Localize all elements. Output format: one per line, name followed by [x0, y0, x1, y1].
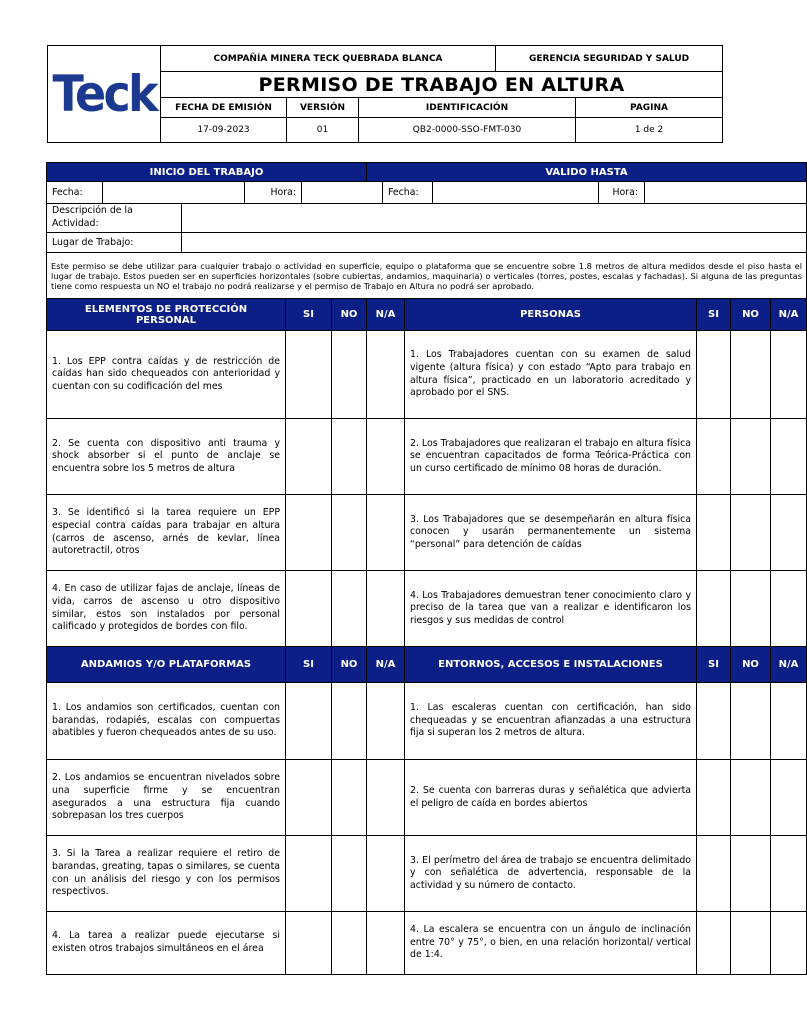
- entornos-3-si-cell[interactable]: [697, 836, 731, 912]
- valido-hora-field[interactable]: [645, 182, 806, 203]
- document-header: [47, 45, 723, 143]
- andamios-4-no-cell[interactable]: [332, 912, 367, 975]
- epp-3-na-cell[interactable]: [367, 495, 405, 571]
- andamios-no-heading: NO: [332, 647, 367, 683]
- personas-2-no-cell[interactable]: [731, 419, 771, 495]
- personas-question-4: 4. Los Trabajadores demuestran tener conocimiento claro y preciso de la tarea que van a realizar e identificaron los riesgos y sus medidas de control: [405, 571, 697, 647]
- entornos-question-2: 2. Se cuenta con barreras duras y señalética que advierta el peligro de caída en bordes abiertos: [405, 760, 697, 836]
- entornos-1-no-cell[interactable]: [731, 683, 771, 760]
- entornos-1-na-cell[interactable]: [771, 683, 807, 760]
- entornos-heading: ENTORNOS, ACCESOS E INSTALACIONES: [405, 647, 697, 683]
- epp-question-2: 2. Se cuenta con dispositivo anti trauma y shock absorber si el punto de anclaje se encuentra sobre los 5 metros de altura: [47, 419, 286, 495]
- lugar-field[interactable]: [182, 233, 806, 252]
- checklist-row: [47, 495, 807, 571]
- entornos-question-4: 4. La escalera se encuentra con un ángulo de inclinación entre 70° y 75°, o bien, en una relación horizontal/ vertical de 1:4.: [405, 912, 697, 975]
- personas-4-si-cell[interactable]: [697, 571, 731, 647]
- personas-2-na-cell[interactable]: [771, 419, 807, 495]
- permit-notice: Este permiso se debe utilizar para cualquier trabajo o actividad en superficie, equipo o plataforma que se encuentre sobre 1.8 metros de altura medidos desde el piso hasta el lugar de trabajo. Estos pueden ser en superficies horizontales (sobre cubiertas, andamios, maquinaria) o verticales (torres, postes, escalas y fachadas). Si alguna de las preguntas tiene como respuesta un NO el trabajo no podrá realizarse y el permiso de Trabajo en Altura no podrá ser aprobado.: [47, 253, 807, 299]
- lugar-label: Lugar de Trabajo:: [47, 233, 182, 252]
- personas-4-no-cell[interactable]: [731, 571, 771, 647]
- andamios-1-si-cell[interactable]: [286, 683, 332, 760]
- entornos-4-na-cell[interactable]: [771, 912, 807, 975]
- andamios-question-1: 1. Los andamios son certificados, cuentan con barandas, rodapiés, escalas con compuertas abatibles y fueron chequeados antes de su uso.: [47, 683, 286, 760]
- personas-3-no-cell[interactable]: [731, 495, 771, 571]
- epp-1-si-cell[interactable]: [286, 331, 332, 419]
- andamios-3-na-cell[interactable]: [367, 836, 405, 912]
- valido-fecha-field[interactable]: [433, 182, 599, 203]
- epp-question-3: 3. Se identificó si la tarea requiere un EPP especial contra caídas para trabajar en altura (carros de ascenso, arnés de kevlar, línea autoretractil, otros: [47, 495, 286, 571]
- entornos-3-no-cell[interactable]: [731, 836, 771, 912]
- andamios-si-heading: SI: [286, 647, 332, 683]
- personas-heading: PERSONAS: [405, 299, 697, 331]
- epp-3-no-cell[interactable]: [332, 495, 367, 571]
- department-name: GERENCIA SEGURIDAD Y SALUD: [496, 46, 723, 72]
- andamios-heading: ANDAMIOS Y/O PLATAFORMAS: [47, 647, 286, 683]
- andamios-4-si-cell[interactable]: [286, 912, 332, 975]
- inicio-fecha-label: Fecha:: [47, 182, 103, 203]
- personas-question-3: 3. Los Trabajadores que se desempeñarán en altura física conocen y usarán permanentemente un sistema “personal” para detención de caídas: [405, 495, 697, 571]
- epp-question-1: 1. Los EPP contra caídas y de restricción de caídas han sido chequeados con anterioridad y cuentan con su codificación del mes: [47, 331, 286, 419]
- epp-4-na-cell[interactable]: [367, 571, 405, 647]
- personas-3-si-cell[interactable]: [697, 495, 731, 571]
- epp-1-no-cell[interactable]: [332, 331, 367, 419]
- personas-question-1: 1. Los Trabajadores cuentan con su examen de salud vigente (altura física) y con estado “Apto para trabajo en altura física”, practicado en un laboratorio acreditado y aprobado por el SNS.: [405, 331, 697, 419]
- andamios-na-heading: N/A: [367, 647, 405, 683]
- entornos-4-no-cell[interactable]: [731, 912, 771, 975]
- entornos-no-heading: NO: [731, 647, 771, 683]
- personas-1-si-cell[interactable]: [697, 331, 731, 419]
- document-title: PERMISO DE TRABAJO EN ALTURA: [161, 72, 723, 98]
- identificacion-value: QB2-0000-SSO-FMT-030: [359, 118, 576, 143]
- inicio-trabajo-heading: INICIO DEL TRABAJO: [47, 163, 367, 182]
- andamios-2-si-cell[interactable]: [286, 760, 332, 836]
- version-label: VERSIÓN: [287, 98, 359, 118]
- epp-2-no-cell[interactable]: [332, 419, 367, 495]
- checklist-row: [47, 571, 807, 647]
- andamios-2-no-cell[interactable]: [332, 760, 367, 836]
- inicio-fecha-field[interactable]: [103, 182, 245, 203]
- inicio-hora-field[interactable]: [302, 182, 383, 203]
- valido-hasta-heading: VALIDO HASTA: [367, 163, 807, 182]
- personas-2-si-cell[interactable]: [697, 419, 731, 495]
- checklist-row: [47, 331, 807, 419]
- epp-na-heading: N/A: [367, 299, 405, 331]
- entornos-4-si-cell[interactable]: [697, 912, 731, 975]
- andamios-question-4: 4. La tarea a realizar puede ejecutarse si existen otros trabajos simultáneos en el área: [47, 912, 286, 975]
- descripcion-label: Descripción de la Actividad:: [47, 204, 182, 232]
- entornos-1-si-cell[interactable]: [697, 683, 731, 760]
- entornos-3-na-cell[interactable]: [771, 836, 807, 912]
- entornos-si-heading: SI: [697, 647, 731, 683]
- fecha-emision-label: FECHA DE EMISIÓN: [161, 98, 287, 118]
- epp-4-no-cell[interactable]: [332, 571, 367, 647]
- descripcion-field[interactable]: [182, 204, 806, 232]
- entornos-question-3: 3. El perímetro del área de trabajo se encuentra delimitado y con señalética de advertencia, responsable de la actividad y su número de contacto.: [405, 836, 697, 912]
- personas-question-2: 2. Los Trabajadores que realizaran el trabajo en altura física se encuentran capacitados de forma Teórica-Práctica con un curso certificado de mínimo 08 horas de duración.: [405, 419, 697, 495]
- checklist-row: [47, 912, 807, 975]
- epp-3-si-cell[interactable]: [286, 495, 332, 571]
- checklist-row: [47, 836, 807, 912]
- andamios-2-na-cell[interactable]: [367, 760, 405, 836]
- epp-question-4: 4. En caso de utilizar fajas de anclaje, líneas de vida, carros de ascenso u otro dispositivo similar, estos son instalados por personal calificado y protegidos de bordes con filo.: [47, 571, 286, 647]
- teck-logo: Teck: [52, 65, 156, 123]
- personas-1-na-cell[interactable]: [771, 331, 807, 419]
- version-value: 01: [287, 118, 359, 143]
- entornos-2-si-cell[interactable]: [697, 760, 731, 836]
- checklist-row: [47, 683, 807, 760]
- andamios-1-na-cell[interactable]: [367, 683, 405, 760]
- entornos-2-na-cell[interactable]: [771, 760, 807, 836]
- company-name: COMPAÑÍA MINERA TECK QUEBRADA BLANCA: [161, 46, 496, 72]
- andamios-3-si-cell[interactable]: [286, 836, 332, 912]
- pagina-label: PAGINA: [576, 98, 723, 118]
- personas-si-heading: SI: [697, 299, 731, 331]
- fecha-emision-value: 17-09-2023: [161, 118, 287, 143]
- permit-form: [46, 162, 807, 975]
- entornos-question-1: 1. Las escaleras cuentan con certificación, han sido chequeadas y se encuentran afianzadas a una estructura fija si superan los 2 metros de altura.: [405, 683, 697, 760]
- andamios-question-3: 3. Si la Tarea a realizar requiere el retiro de barandas, greating, tapas o similares, se cuenta con un análisis del riesgo y con los permisos respectivos.: [47, 836, 286, 912]
- epp-si-heading: SI: [286, 299, 332, 331]
- epp-heading: ELEMENTOS DE PROTECCIÓN PERSONAL: [47, 299, 286, 331]
- entornos-na-heading: N/A: [771, 647, 807, 683]
- company-logo: [48, 46, 161, 143]
- valido-fecha-label: Fecha:: [383, 182, 433, 203]
- checklist-row: [47, 760, 807, 836]
- andamios-3-no-cell[interactable]: [332, 836, 367, 912]
- andamios-4-na-cell[interactable]: [367, 912, 405, 975]
- andamios-1-no-cell[interactable]: [332, 683, 367, 760]
- personas-na-heading: N/A: [771, 299, 807, 331]
- pagina-value: 1 de 2: [576, 118, 723, 143]
- personas-1-no-cell[interactable]: [731, 331, 771, 419]
- inicio-hora-label: Hora:: [245, 182, 302, 203]
- andamios-question-2: 2. Los andamios se encuentran nivelados sobre una superficie firme y se encuentran asegurados a una estructura fija cuando sobrepasan los tres cuerpos: [47, 760, 286, 836]
- checklist-row: [47, 419, 807, 495]
- epp-2-na-cell[interactable]: [367, 419, 405, 495]
- epp-2-si-cell[interactable]: [286, 419, 332, 495]
- personas-no-heading: NO: [731, 299, 771, 331]
- epp-no-heading: NO: [332, 299, 367, 331]
- personas-3-na-cell[interactable]: [771, 495, 807, 571]
- personas-4-na-cell[interactable]: [771, 571, 807, 647]
- valido-hora-label: Hora:: [599, 182, 645, 203]
- epp-4-si-cell[interactable]: [286, 571, 332, 647]
- entornos-2-no-cell[interactable]: [731, 760, 771, 836]
- epp-1-na-cell[interactable]: [367, 331, 405, 419]
- identificacion-label: IDENTIFICACIÓN: [359, 98, 576, 118]
